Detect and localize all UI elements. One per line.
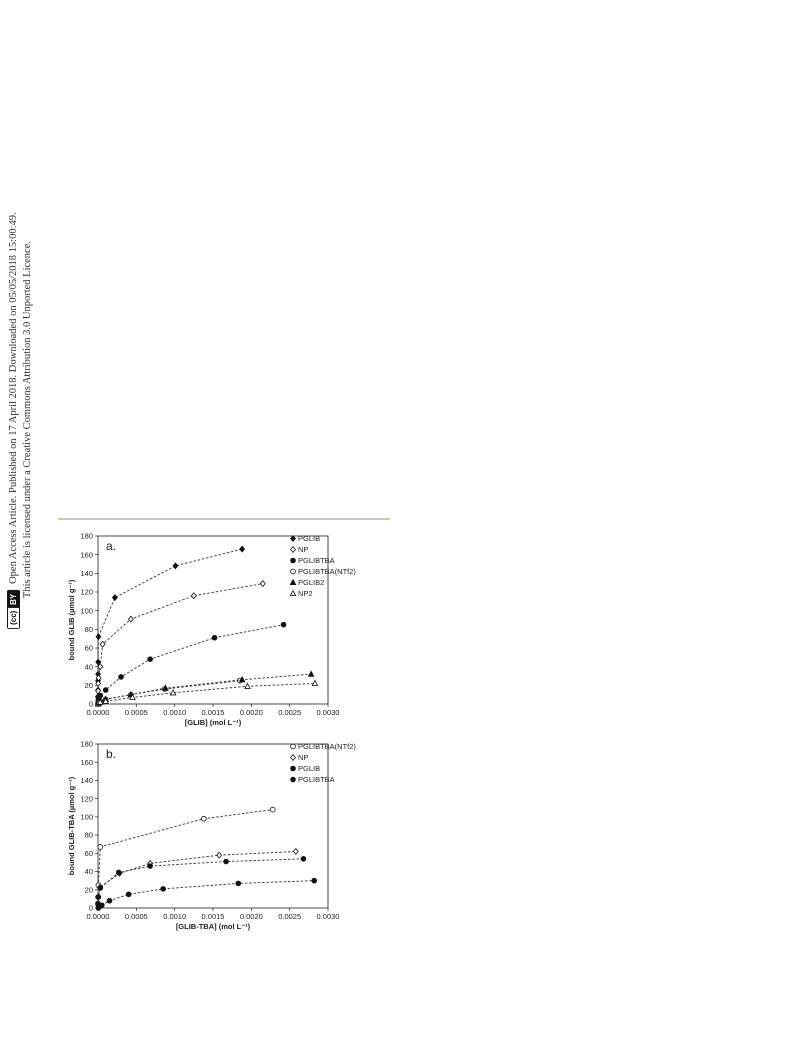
x-axis-title: [GLIB-TBA] (mol L⁻¹): [175, 922, 251, 931]
series-2: [96, 856, 306, 906]
data-point: [96, 895, 101, 900]
legend-marker: [291, 744, 296, 749]
data-point: [99, 903, 104, 908]
legend-marker: [290, 580, 295, 585]
legend-label: NP: [298, 545, 309, 554]
data-point: [126, 892, 131, 897]
series-2: [96, 622, 286, 705]
x-tick-label: 0.0015: [201, 708, 225, 717]
legend-marker: [291, 547, 296, 553]
data-point: [161, 886, 166, 891]
data-point: [191, 593, 196, 599]
data-point: [129, 616, 134, 622]
data-point: [270, 807, 275, 812]
legend-marker: [291, 766, 296, 771]
section-divider: [58, 518, 390, 520]
y-tick-label: 40: [84, 867, 93, 877]
data-point: [281, 622, 286, 627]
data-point: [98, 693, 103, 698]
series-fit-curve: [98, 810, 273, 904]
y-tick-label: 160: [80, 550, 93, 560]
y-tick-label: 180: [80, 739, 93, 749]
sidebar-column-published: [7, 212, 20, 629]
x-tick-label: 0.0025: [278, 708, 302, 717]
y-tick-label: 160: [80, 757, 93, 767]
data-point: [112, 595, 117, 601]
legend-label: PGLIB2: [298, 578, 325, 587]
y-tick-label: 60: [84, 848, 93, 858]
series-3: [96, 878, 317, 910]
data-point: [119, 675, 124, 680]
legend-marker: [291, 558, 296, 563]
data-point: [98, 845, 103, 850]
x-tick-label: 0.0015: [201, 912, 225, 921]
x-tick-label: 0.0030: [316, 912, 340, 921]
x-tick-label: 0.0000: [86, 708, 110, 717]
legend-marker: [291, 569, 296, 574]
panel-label: a.: [106, 539, 117, 553]
y-tick-label: 60: [84, 643, 93, 653]
chart-panel-a: [60, 528, 360, 734]
data-point: [293, 849, 298, 855]
x-tick-label: 0.0010: [163, 708, 187, 717]
data-point: [148, 864, 153, 869]
license-note[interactable]: This article is licensed under a Creative Commons Attribution 3.0 Unported Licence.: [22, 241, 33, 599]
x-tick-label: 0.0010: [163, 912, 187, 921]
y-tick-label: 140: [80, 776, 93, 786]
data-point: [103, 688, 108, 693]
data-point: [98, 886, 103, 891]
x-tick-label: 0.0005: [124, 708, 148, 717]
y-tick-label: 80: [84, 830, 93, 840]
series-fit-curve: [98, 549, 242, 696]
published-note: Open Access Article. Published on 17 April 2018. Downloaded on 05/05/2018 15:00:49.: [8, 211, 19, 584]
legend-label: PGLIBTBA(NTf2): [298, 567, 356, 576]
series-fit-curve: [98, 859, 303, 905]
y-axis-title: bound GLIB (µmol g⁻¹): [67, 579, 76, 661]
legend-label: NP2: [298, 589, 313, 598]
data-point: [260, 581, 265, 587]
data-point: [308, 671, 313, 676]
data-point: [212, 635, 217, 640]
y-tick-label: 100: [80, 812, 93, 822]
x-tick-label: 0.0005: [124, 912, 148, 921]
y-tick-label: 80: [84, 624, 93, 634]
series-0: [96, 546, 245, 699]
series-0: [96, 807, 276, 906]
data-point: [236, 881, 241, 886]
data-point: [107, 898, 112, 903]
legend-marker: [291, 536, 296, 542]
x-tick-label: 0.0000: [86, 912, 110, 921]
data-point: [224, 859, 229, 864]
x-tick-label: 0.0030: [316, 708, 340, 717]
cc-by-license-badge[interactable]: [7, 589, 20, 628]
by-icon: BY: [8, 590, 19, 607]
y-axis-title: bound GLIB-TBA (µmol g⁻¹): [67, 776, 76, 876]
legend-label: PGLIBTBA: [298, 556, 335, 565]
series-1: [96, 849, 299, 907]
article-license-sidebar: [0, 180, 40, 660]
x-tick-label: 0.0020: [239, 912, 263, 921]
data-point: [312, 878, 317, 883]
data-point: [148, 657, 153, 662]
legend: [290, 534, 356, 598]
y-tick-label: 140: [80, 568, 93, 578]
legend-marker: [291, 755, 296, 761]
chart-panel-b: [60, 736, 360, 936]
legend: [291, 742, 357, 784]
y-tick-label: 100: [80, 606, 93, 616]
data-point: [201, 816, 206, 821]
x-tick-label: 0.0025: [278, 912, 302, 921]
y-tick-label: 0: [88, 903, 93, 913]
x-tick-label: 0.0020: [239, 708, 263, 717]
data-point: [96, 634, 101, 640]
cc-icon: (cc): [8, 607, 19, 627]
legend-label: PGLIB: [298, 764, 321, 773]
y-tick-label: 120: [80, 794, 93, 804]
data-point: [301, 856, 306, 861]
data-point: [173, 563, 178, 569]
panel-label: b.: [106, 747, 117, 761]
y-tick-label: 20: [84, 885, 93, 895]
series-fit-curve: [98, 625, 283, 703]
y-tick-label: 40: [84, 662, 93, 672]
legend-label: PGLIB: [298, 534, 321, 543]
data-point: [116, 870, 121, 875]
y-tick-label: 120: [80, 587, 93, 597]
data-point: [245, 683, 250, 688]
legend-label: PGLIBTBA: [298, 775, 335, 784]
y-tick-label: 0: [88, 699, 93, 709]
legend-marker: [290, 591, 295, 596]
y-tick-label: 20: [84, 680, 93, 690]
series-fit-curve: [98, 681, 240, 704]
legend-label: PGLIBTBA(NTf2): [298, 742, 356, 751]
data-point: [217, 852, 222, 858]
legend-label: NP: [298, 753, 309, 762]
legend-marker: [291, 777, 296, 782]
y-tick-label: 180: [80, 531, 93, 541]
series-4: [96, 671, 314, 706]
x-axis-title: [GLIB] (mol L⁻¹): [184, 718, 242, 727]
data-point: [240, 546, 245, 552]
